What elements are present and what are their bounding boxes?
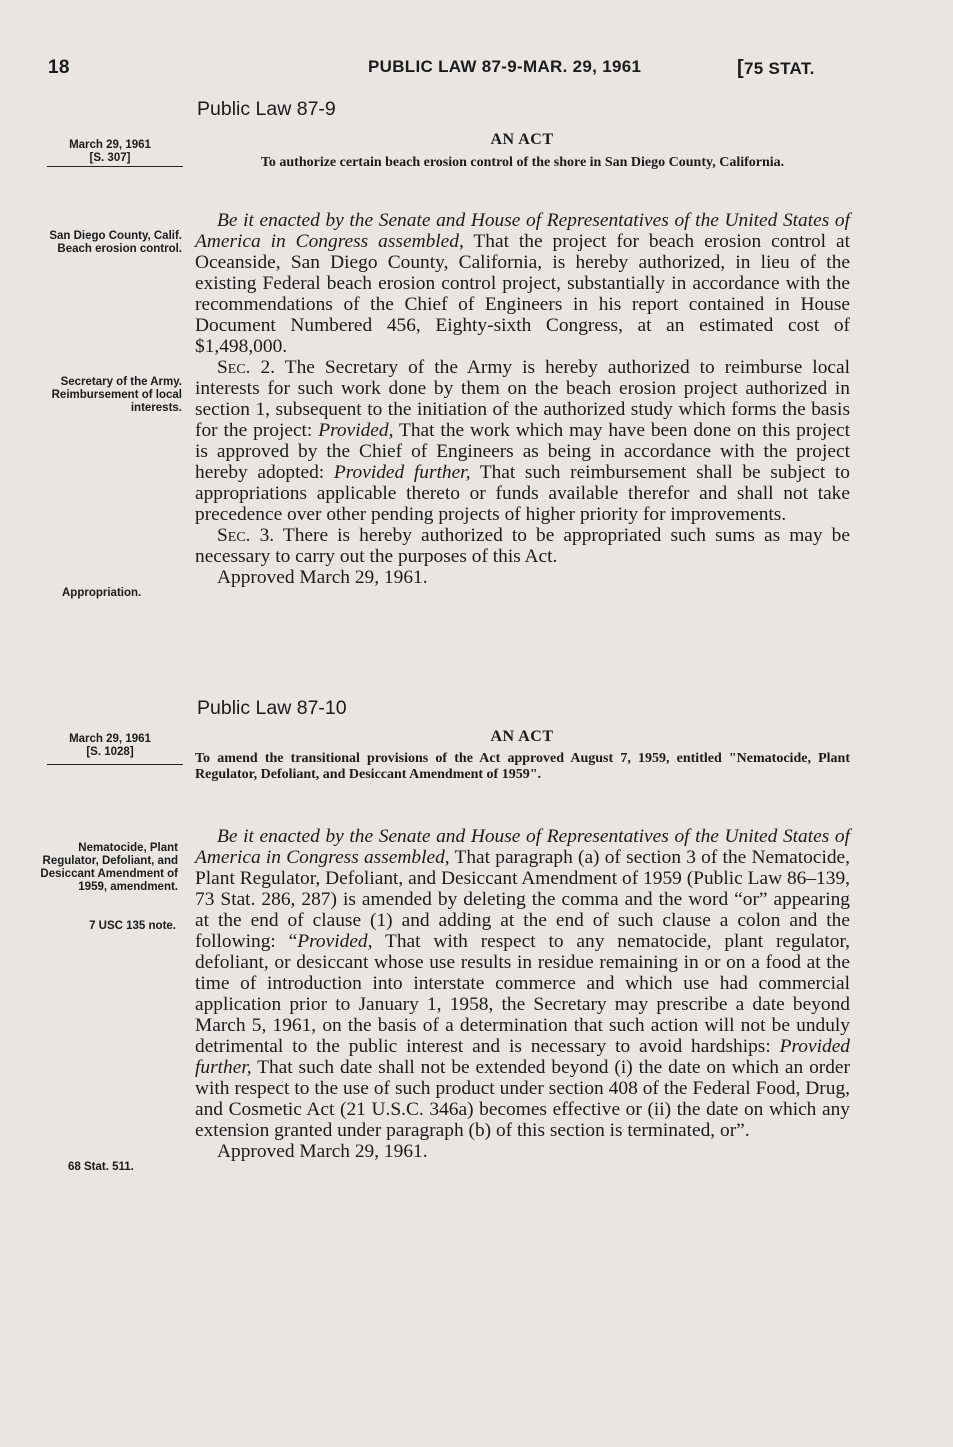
enacting-clause: Be it enacted by the Senate and House of Representatives of the United States of America in Congress assembled, — [195, 826, 850, 868]
stat-bracket: [ — [737, 57, 744, 79]
stat-volume-label: 75 STAT. — [743, 59, 815, 78]
side-note-stat: 68 Stat. 511. — [68, 1161, 134, 1173]
margin-date: March 29, 1961 — [69, 139, 151, 151]
section-3-text: There is hereby authorized to be appropriated such sums as may be necessary to carry out the purposes of this Act. — [195, 525, 850, 567]
law-title: Public Law 87-9 — [197, 98, 336, 120]
approval-line: Approved March 29, 1961. — [217, 567, 428, 588]
margin-rule — [47, 166, 183, 167]
stat-volume — [737, 57, 815, 80]
amendment-text: That with respect to any nematocide, plant regulator, defoliant, or desiccant whose use results in residue remaining in or on a food at the time of introduction into interstate commerce and which use had commercial application prior to January 1, 1958, the Secretary may prescribe a date beyond March 5, 1961, on the basis of a determination that such action will not be unduly detrimental to the public interest and is necessary to avoid hardships: — [195, 931, 850, 1057]
section-2-text: That such reimbursement shall be subject to appropriations applicable thereto or funds available therefor and shall not take precedence over other pending projects of higher priority for improvements. — [195, 462, 850, 525]
enacting-paragraph — [195, 210, 850, 357]
side-note-nematocide: Nematocide, Plant Regulator, Defoliant, and Desiccant Amendment of 1959, amendment. — [40, 842, 178, 893]
side-note-appropriation: Appropriation. — [62, 587, 142, 599]
side-note-beach-erosion: San Diego County, Calif. Beach erosion control. — [49, 230, 182, 255]
an-act-heading: AN ACT — [490, 728, 554, 745]
law-body — [195, 826, 850, 1162]
margin-date: March 29, 1961 — [69, 733, 151, 745]
amendment-text: That such date shall not be extended beyond (i) the date on which an order with respect to the use of such product under section 408 of the Federal Food, Drug, and Cosmetic Act (21 U.S.C. 346a) becomes effective or (ii) the date on which any extension granted under paragraph (b) of this section is terminated, or”. — [195, 1057, 850, 1141]
proviso: Provided, — [318, 420, 394, 441]
law-title: Public Law 87-10 — [197, 697, 347, 719]
act-purpose: To amend the transitional provisions of the Act approved August 7, 1959, entitled "Nematocide, Plant Regulator, Defoliant, and Desiccant Amendment of 1959". — [195, 751, 850, 782]
enacting-paragraph — [195, 826, 850, 1141]
section-3-label: Sec. 3. — [217, 525, 275, 546]
side-note-usc: 7 USC 135 note. — [89, 920, 176, 932]
margin-bill-number: [S. 307] — [89, 152, 131, 164]
proviso: Provided, — [297, 931, 373, 952]
section-2-label: Sec. 2. — [217, 357, 276, 378]
margin-rule — [47, 764, 183, 765]
proviso-further: Provided further, — [333, 462, 471, 483]
margin-bill-number: [S. 1028] — [86, 746, 134, 758]
proviso-further: Provided further, — [195, 1036, 850, 1078]
act-purpose: To authorize certain beach erosion control of the shore in San Diego County, California. — [260, 155, 785, 170]
side-note-reimbursement: Secretary of the Army. Reimbursement of local interests. — [51, 376, 182, 414]
section-1-text: That the project for beach erosion control at Oceanside, San Diego County, California, is hereby authorized, in lieu of the existing Federal beach erosion control project, substantially in accordance with the recommendations of the Chief of Engineers in his report contained in House Document Numbered 456, Eighty-sixth Congress, at an estimated cost of $1,498,000. — [195, 231, 850, 357]
law-body — [195, 210, 850, 588]
enacting-clause: Be it enacted by the Senate and House of Representatives of the United States of America in Congress assembled, — [195, 210, 850, 252]
section-2-text: The Secretary of the Army is hereby authorized to reimburse local interests for such work done by them on the beach erosion project authorized in section 1, subsequent to the initiation of the authorized study which forms the basis for the project: — [195, 357, 850, 441]
section-3 — [195, 525, 850, 567]
amendment-text: That paragraph (a) of section 3 of the Nematocide, Plant Regulator, Defoliant, and Desiccant Amendment of 1959 (Public Law 86–139, 73 Stat. 286, 287) is amended by deleting the comma and the word “or” appearing at the end of clause (1) and adding at the end of such clause a colon and the following: “ — [195, 847, 850, 952]
page-number: 18 — [48, 57, 70, 78]
section-2 — [195, 357, 850, 525]
approval-line: Approved March 29, 1961. — [217, 1141, 428, 1162]
an-act-heading: AN ACT — [490, 131, 554, 148]
running-head: PUBLIC LAW 87-9-MAR. 29, 1961 — [368, 57, 642, 76]
section-2-text: That the work which may have been done on this project is approved by the Chief of Engineers as being in accordance with the project hereby adopted: — [195, 420, 850, 483]
